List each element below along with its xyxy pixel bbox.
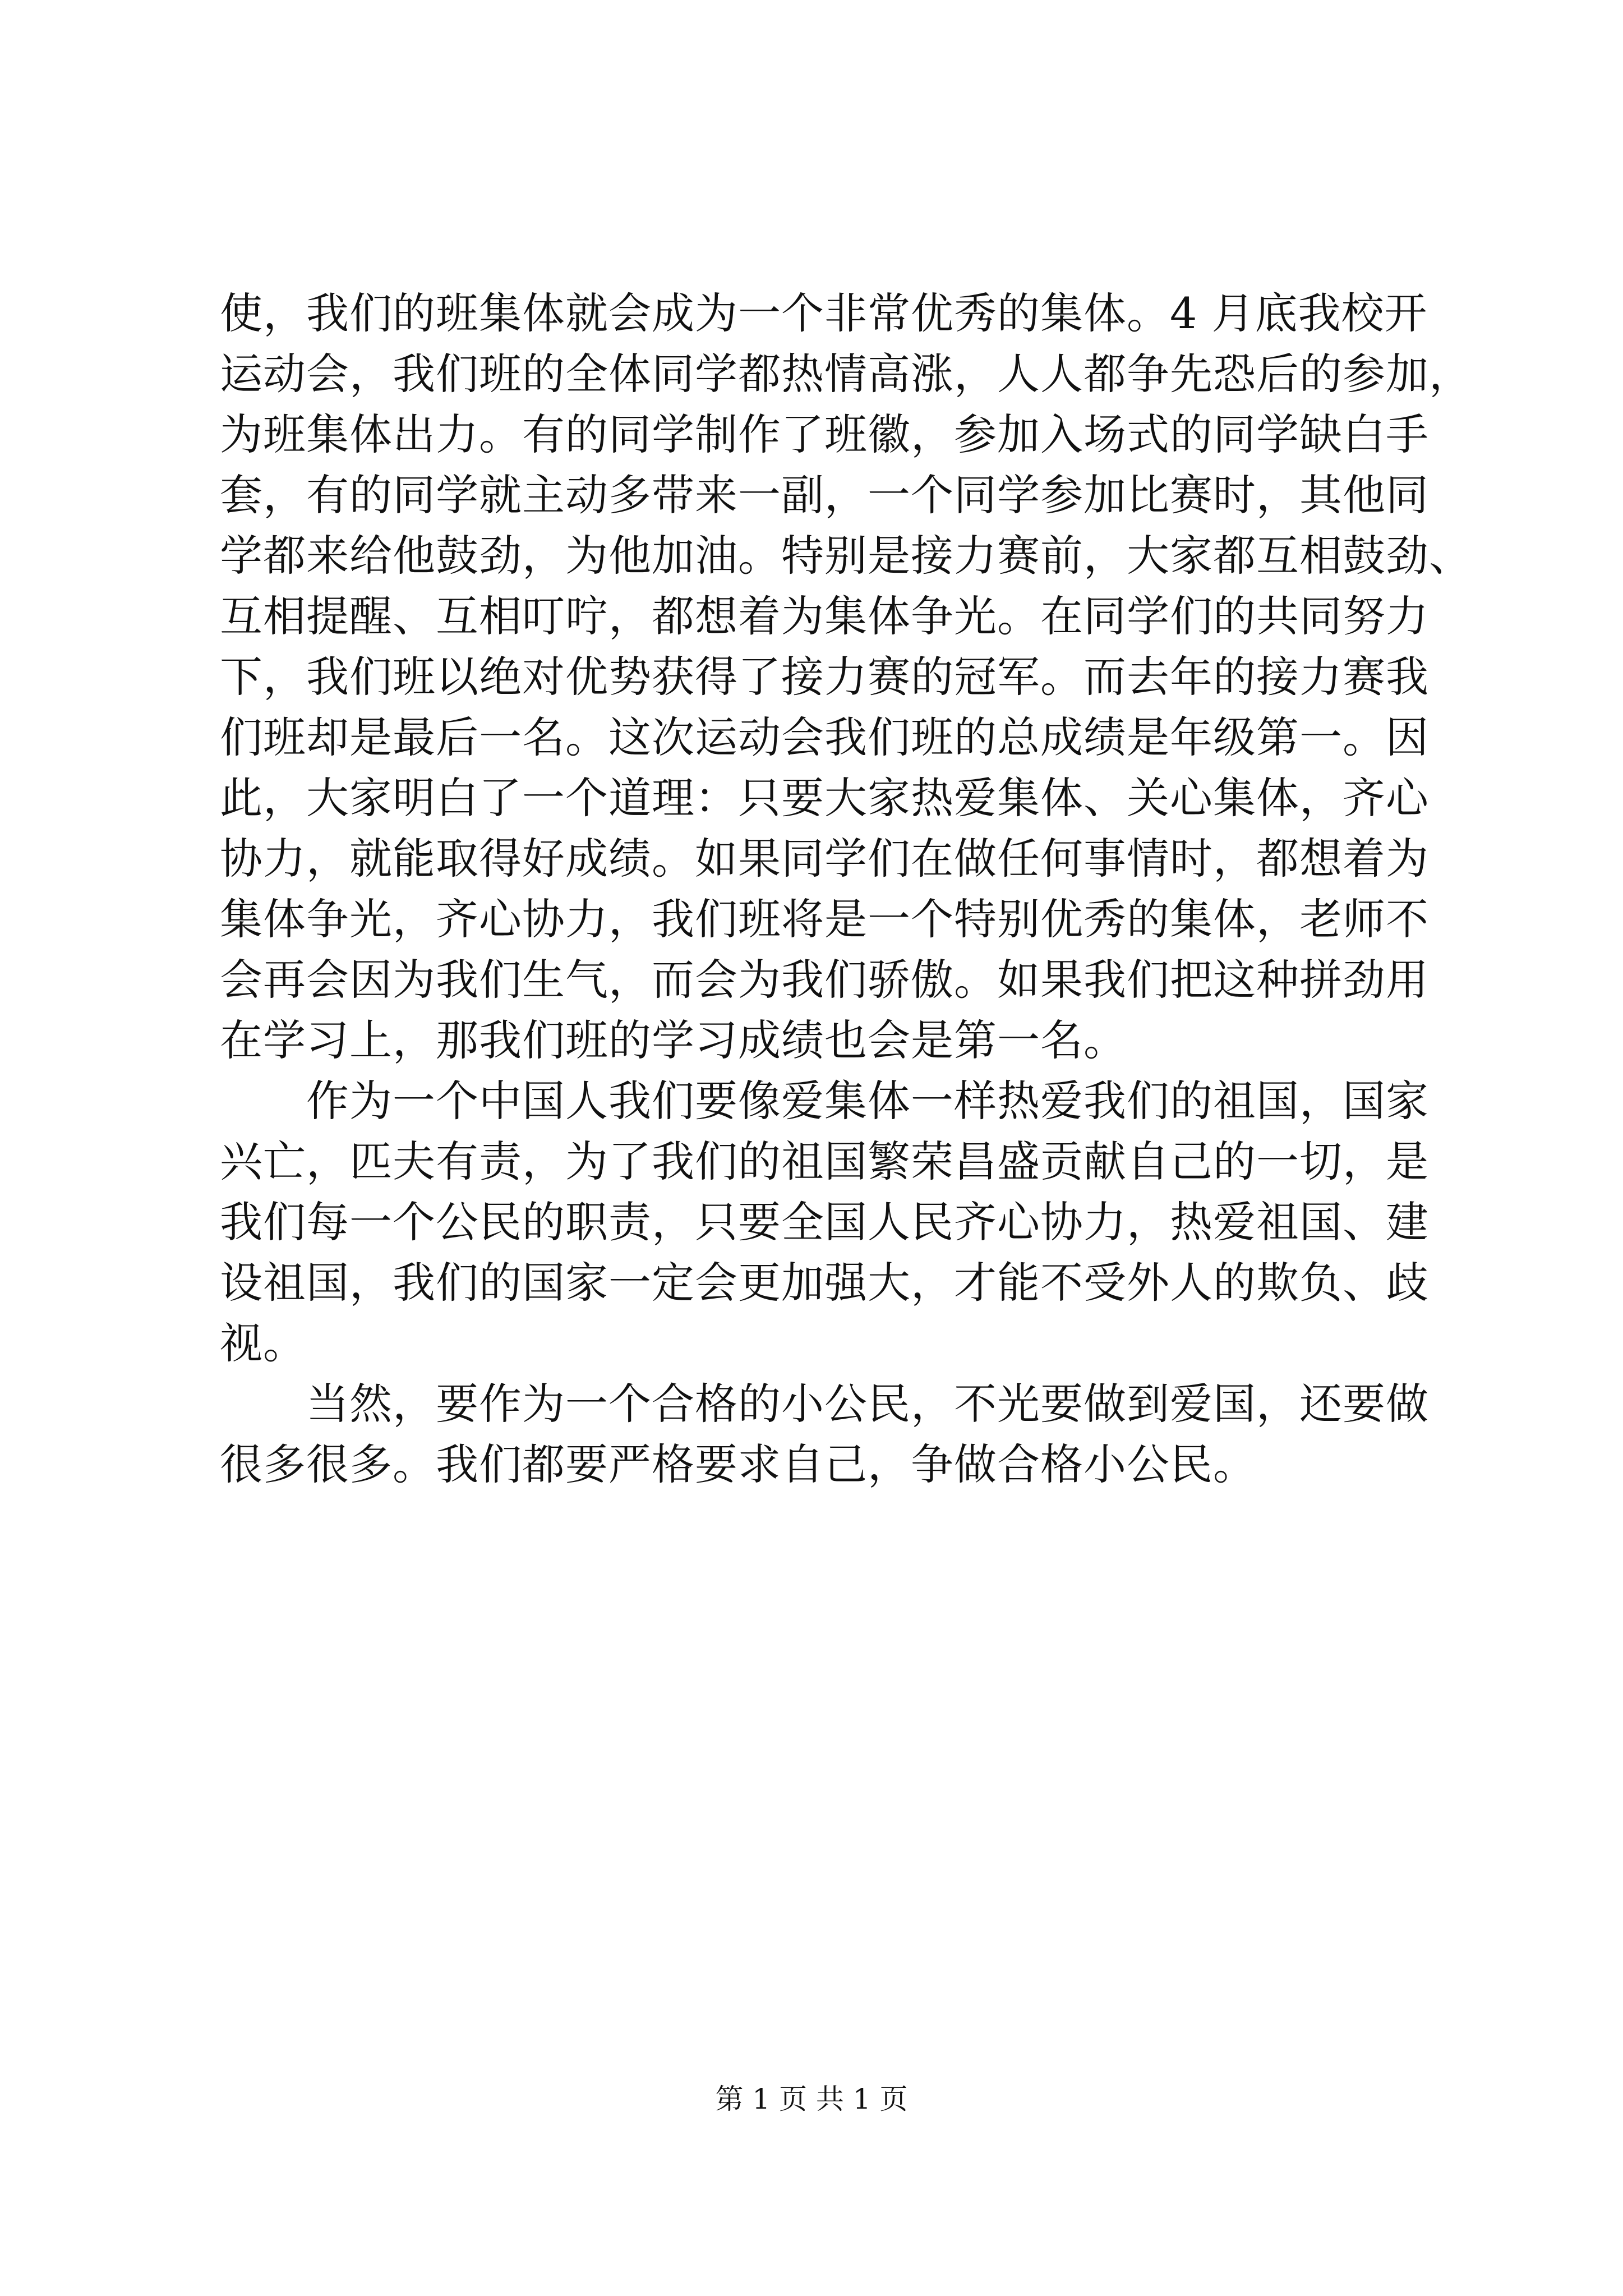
text-line: 互相提醒、互相叮咛，都想着为集体争光。在同学们的共同努力 [220,591,1429,641]
body-text [220,283,1472,1495]
text-line: 作为一个中国人我们要像爱集体一样热爱我们的祖国，国家 [306,1076,1429,1126]
paragraph [220,1071,1429,1374]
paragraph [220,283,1472,1071]
text-line: 兴亡，匹夫有责，为了我们的祖国繁荣昌盛贡献自己的一切，是 [220,1137,1429,1186]
text-line: 学都来给他鼓劲，为他加油。特别是接力赛前，大家都互相鼓劲、 [220,531,1472,581]
text-line: 视。 [220,1318,306,1368]
text-line: 为班集体出力。有的同学制作了班徽，参加入场式的同学缺白手 [220,409,1429,459]
text-line: 设祖国，我们的国家一定会更加强大，才能不受外人的欺负、歧 [220,1258,1429,1308]
text-line: 使，我们的班集体就会成为一个非常优秀的集体。4 月底我校开 [220,288,1428,338]
text-line: 集体争光，齐心协力，我们班将是一个特别优秀的集体，老师不 [220,894,1429,944]
text-line: 很多很多。我们都要严格要求自己，争做合格小公民。 [220,1439,1256,1489]
text-line: 会再会因为我们生气，而会为我们骄傲。如果我们把这种拼劲用 [220,955,1429,1005]
text-line: 套，有的同学就主动多带来一副，一个同学参加比赛时，其他同 [220,470,1429,520]
paragraph [220,1374,1429,1495]
text-line: 此，大家明白了一个道理：只要大家热爱集体、关心集体，齐心 [220,773,1429,823]
text-line: 运动会，我们班的全体同学都热情高涨，人人都争先恐后的参加， [220,349,1472,399]
text-line: 在学习上，那我们班的学习成绩也会是第一名。 [220,1015,1127,1065]
text-line: 当然，要作为一个合格的小公民，不光要做到爱国，还要做 [306,1379,1429,1429]
text-line: 我们每一个公民的职责，只要全国人民齐心协力，热爱祖国、建 [220,1197,1429,1247]
text-line: 下，我们班以绝对优势获得了接力赛的冠军。而去年的接力赛我 [220,652,1429,702]
page-footer: 第 1 页 共 1 页 [715,2083,908,2115]
text-line: 协力，就能取得好成绩。如果同学们在做任何事情时，都想着为 [220,834,1429,884]
text-line: 们班却是最后一名。这次运动会我们班的总成绩是年级第一。因 [220,712,1429,762]
